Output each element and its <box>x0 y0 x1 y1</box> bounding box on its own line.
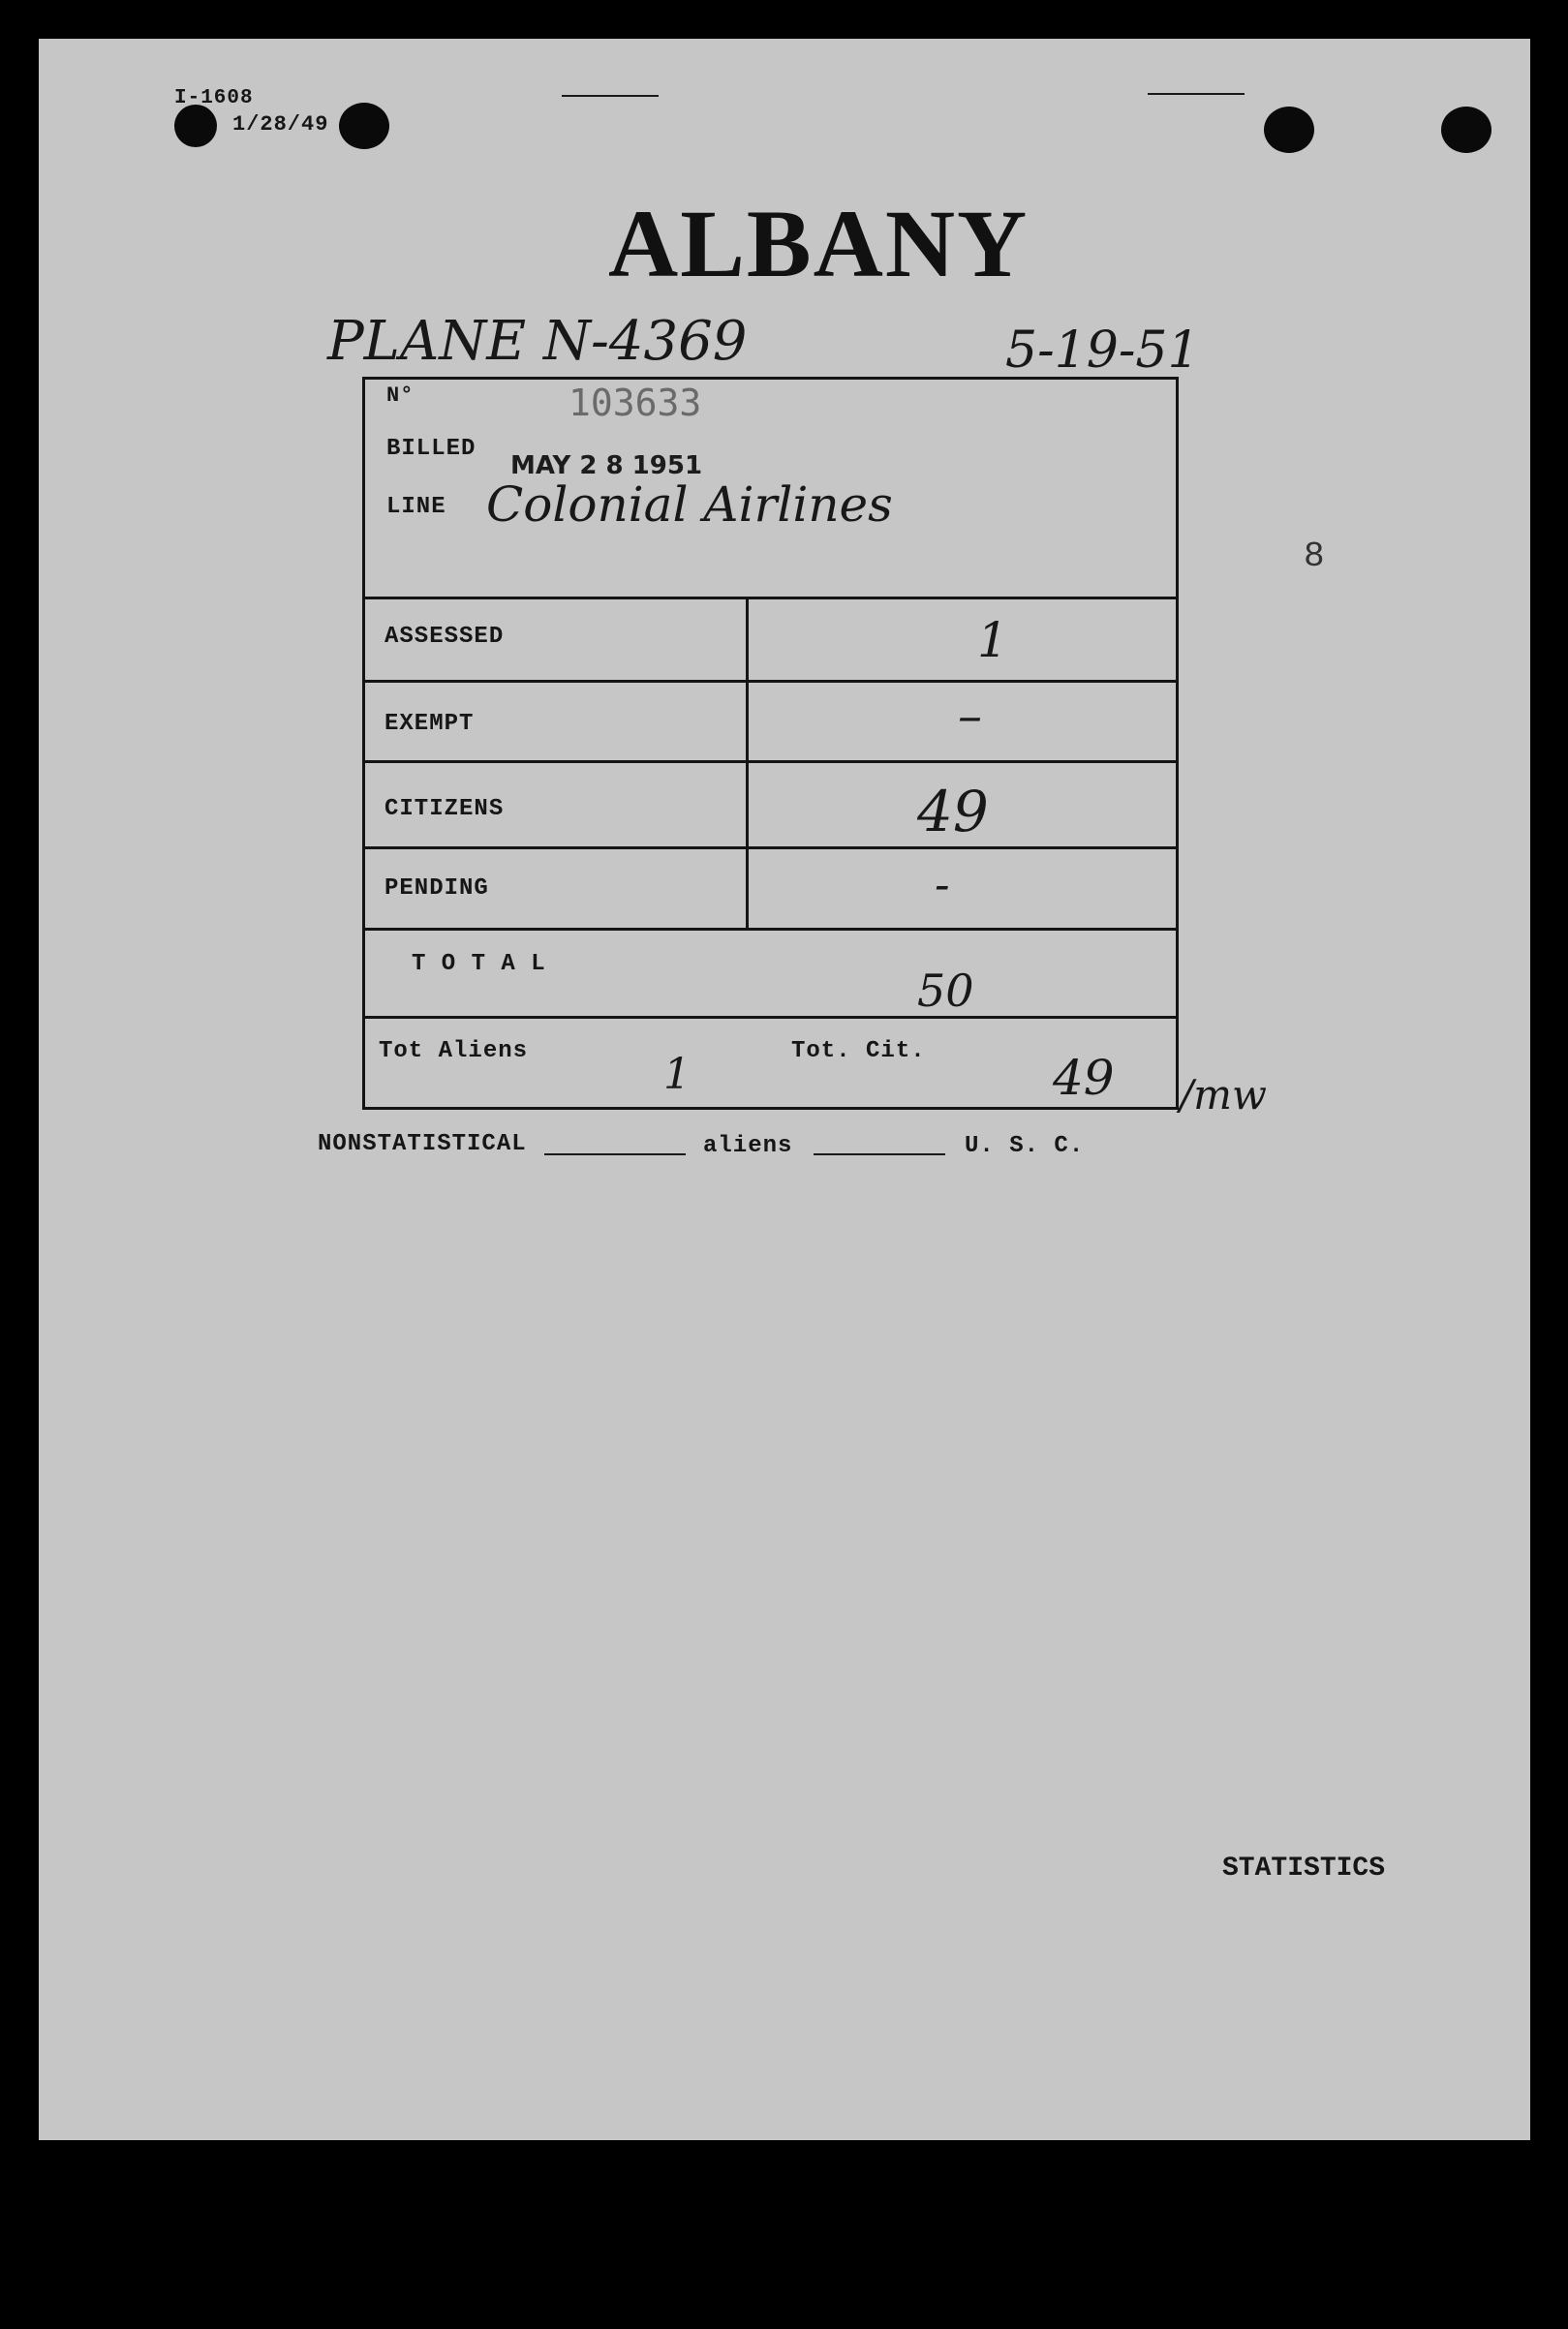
value-total: 50 <box>917 965 974 1017</box>
page-title: ALBANY <box>608 190 1030 297</box>
stamp-billed-date: MAY 2 8 1951 <box>510 451 703 480</box>
value-tot-cit: 49 <box>1053 1050 1115 1106</box>
label-assessed: ASSESSED <box>384 624 505 650</box>
label-tot-aliens: Tot Aliens <box>379 1038 529 1064</box>
usc-label: U. S. C. <box>965 1133 1085 1159</box>
form-number: I-1608 <box>174 87 254 109</box>
handwritten-plane: PLANE N-4369 <box>327 310 748 373</box>
label-citizens: CITIZENS <box>384 796 505 822</box>
document-page <box>39 39 1530 2140</box>
header-mark <box>562 95 659 97</box>
blank-line <box>544 1153 686 1155</box>
form-divider <box>365 928 1176 931</box>
label-pending: PENDING <box>384 875 489 902</box>
blank-line <box>814 1153 945 1155</box>
label-total: T O T A L <box>412 951 546 977</box>
value-pending: - <box>935 858 950 910</box>
initials: /mw <box>1180 1071 1267 1119</box>
header-mark <box>1148 93 1245 95</box>
label-billed: BILLED <box>386 436 477 462</box>
line-value: Colonial Airlines <box>486 476 893 533</box>
statistics-label: STATISTICS <box>1222 1854 1386 1884</box>
statistics-form <box>362 377 1179 1110</box>
punch-hole <box>174 105 217 147</box>
form-column-divider <box>746 597 749 931</box>
label-exempt: EXEMPT <box>384 711 475 737</box>
form-divider <box>365 597 1176 599</box>
form-divider <box>365 680 1176 683</box>
label-no: N° <box>386 383 415 408</box>
value-exempt: – <box>958 688 982 744</box>
label-line: LINE <box>386 494 446 520</box>
value-assessed: 1 <box>977 612 1008 668</box>
punch-hole <box>1441 107 1491 153</box>
value-tot-aliens: 1 <box>663 1050 691 1099</box>
aliens-label: aliens <box>703 1133 793 1159</box>
form-date: 1/28/49 <box>232 112 329 137</box>
form-divider <box>365 760 1176 763</box>
label-tot-cit: Tot. Cit. <box>791 1038 926 1064</box>
nonstatistical-label: NONSTATISTICAL <box>318 1131 527 1157</box>
punch-hole <box>339 103 389 149</box>
margin-note: 8 <box>1304 536 1326 576</box>
form-divider <box>365 846 1176 849</box>
form-divider <box>365 1016 1176 1019</box>
stamp-number: 103633 <box>569 382 702 424</box>
punch-hole <box>1264 107 1314 153</box>
value-citizens: 49 <box>917 779 989 844</box>
handwritten-date: 5-19-51 <box>1005 322 1200 380</box>
